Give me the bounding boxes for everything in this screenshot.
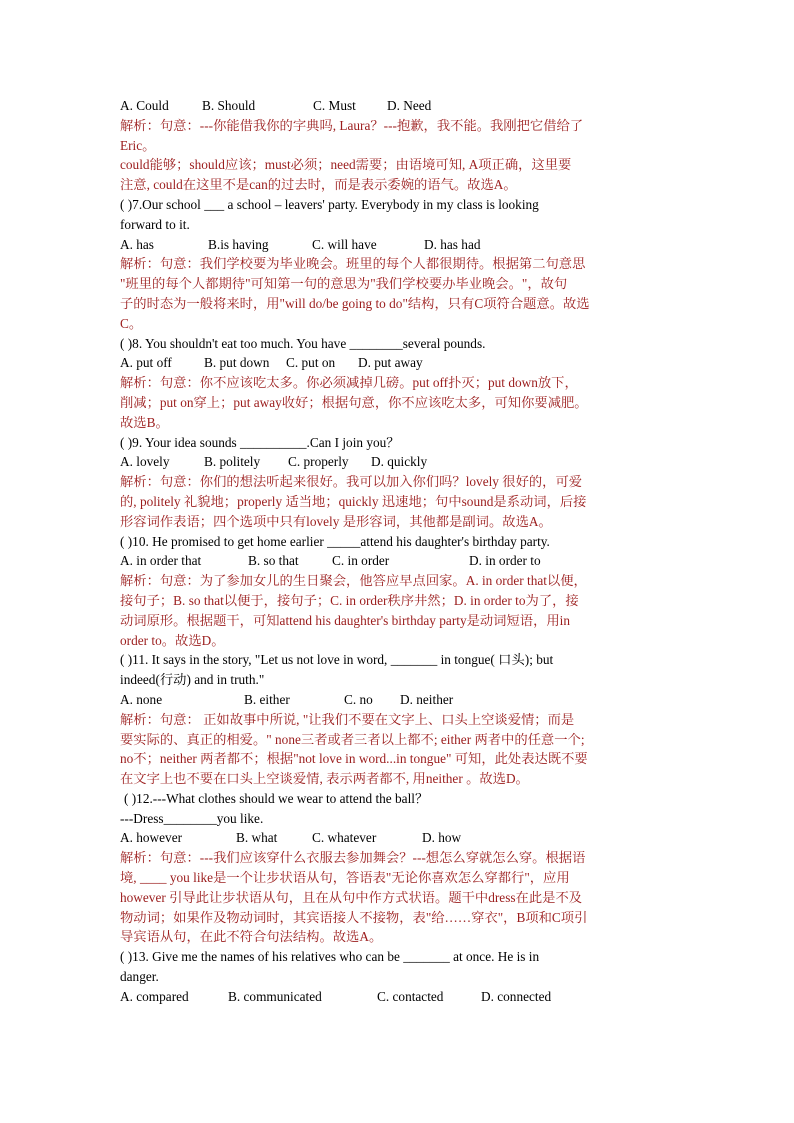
q12-options <box>120 828 680 848</box>
question-stem: ( )12.---What clothes should we wear to attend the ball？ <box>124 790 429 806</box>
analysis-line: 要实际的、真正的相爱。" none三者或者三者以上都不; either 两者中的任意一个; <box>120 731 585 747</box>
question-stem: ( )7.Our school ___ a school – leavers' party. Everybody in my class is looking <box>120 196 539 212</box>
question-stem: danger. <box>120 969 159 985</box>
document-page <box>120 96 680 1007</box>
option-d: D. quickly <box>371 454 428 470</box>
q11-options <box>120 690 680 710</box>
question-stem: ---Dress________you like. <box>120 810 264 826</box>
option-b: B. communicated <box>228 988 322 1004</box>
analysis-line: 解析：句意：你不应该吃太多。你必须减掉几磅。put off扑灭；put down放下， <box>120 375 578 391</box>
option-d: D. in order to <box>469 553 541 569</box>
analysis-line: 解析：句意：为了参加女儿的生日聚会，他答应早点回家。A. in order that以便， <box>120 573 587 589</box>
analysis-line: 的, politely 礼貌地；properly 适当地；quickly 迅速地；句中sound是系动词，后接 <box>120 493 587 509</box>
option-c: C. whatever <box>312 830 377 846</box>
option-b: B. Should <box>202 98 256 113</box>
q13-options <box>120 987 680 1007</box>
option-a: A. however <box>120 830 183 846</box>
analysis-line: no不；neither 两者都不；根据"not love in word...in tongue" 可知，此处表达既不要 <box>120 751 588 767</box>
option-a: A. put off <box>120 355 172 371</box>
q6-options <box>120 96 680 116</box>
analysis-line: Eric。 <box>120 137 156 153</box>
question-stem: ( )10. He promised to get home earlier _____attend his daughter's birthday party. <box>120 533 550 549</box>
analysis-line: 解析：句意： 正如故事中所说, "让我们不要在文字上、口头上空谈爱情；而是 <box>120 711 575 727</box>
option-d: D. how <box>422 830 462 846</box>
option-c: C. will have <box>312 236 377 252</box>
analysis-line: 物动词；如果作及物动词时，其宾语接人不接物，表"给……穿衣"，B项和C项引 <box>120 909 588 925</box>
analysis-line: 形容词作表语；四个选项中只有lovely 是形容词，其他都是副词。故选A。 <box>120 513 552 529</box>
option-b: B. put down <box>204 355 270 371</box>
q10-options <box>120 551 680 571</box>
analysis-line: 在文字上也不要在口头上空谈爱情, 表示两者都不, 用neither 。故选D。 <box>120 771 529 787</box>
option-c: C. put on <box>286 355 336 371</box>
analysis-line: 动词原形。根据题干，可知attend his daughter's birthday party是动词短语，用in <box>120 612 571 628</box>
option-b: B. what <box>236 830 278 846</box>
option-d: D. neither <box>400 691 454 707</box>
option-d: D. has had <box>424 236 481 252</box>
analysis-line: could能够；should应该；must必须；need需要；由语境可知, A项正确，这里要 <box>120 157 572 173</box>
analysis-line: order to。故选D。 <box>120 632 225 648</box>
analysis-line: C。 <box>120 315 143 331</box>
q7-options <box>120 235 680 255</box>
analysis-line: 解析：句意：你们的想法听起来很好。我可以加入你们吗？lovely 很好的，可爱 <box>120 474 583 490</box>
option-b: B. either <box>244 691 290 707</box>
option-c: C. no <box>344 691 373 707</box>
analysis-line: 故选B。 <box>120 414 169 430</box>
option-d: D. connected <box>481 988 552 1004</box>
option-b: B.is having <box>208 236 269 252</box>
question-stem: ( )9. Your idea sounds __________.Can I join you？ <box>120 434 400 450</box>
option-a: A. none <box>120 691 163 707</box>
analysis-line: 削减；put on穿上；put away收好；根据句意，你不应该吃太多，可知你要减肥。 <box>120 394 588 410</box>
option-d: D. put away <box>358 355 423 371</box>
option-c: C. contacted <box>377 988 444 1004</box>
analysis-line: 注意, could在这里不是can的过去时，而是表示委婉的语气。故选A。 <box>120 177 517 193</box>
option-c: C. in order <box>332 553 390 569</box>
option-a: A. in order that <box>120 553 202 569</box>
analysis-line: 接句子；B. so that以便于，接句子；C. in order秩序井然；D. in order to为了，接 <box>120 592 579 608</box>
option-a: A. compared <box>120 988 189 1004</box>
analysis-line: however 引导此让步状语从句，且在从句中作方式状语。题干中dress在此是不及 <box>120 889 583 905</box>
question-stem: ( )13. Give me the names of his relatives who can be _______ at once. He is in <box>120 949 540 965</box>
question-stem: indeed(行动) and in truth." <box>120 672 265 688</box>
question-stem: ( )11. It says in the story, "Let us not love in word, _______ in tongue( 口头); but <box>120 652 554 668</box>
option-c: C. Must <box>313 98 356 113</box>
option-b: B. politely <box>204 454 261 470</box>
option-b: B. so that <box>248 553 299 569</box>
option-c: C. properly <box>288 454 349 470</box>
question-stem: forward to it. <box>120 216 190 232</box>
analysis-line: 导宾语从句，在此不符合句法结构。故选A。 <box>120 929 383 945</box>
question-stem: ( )8. You shouldn't eat too much. You have ________several pounds. <box>120 335 486 351</box>
analysis-line: 境, ____ you like是一个让步状语从句，答语表"无论你喜欢怎么穿都行"，应用 <box>120 870 570 886</box>
analysis-line: 子的时态为一般将来时，用"will do/be going to do"结构，只有C项符合题意。故选 <box>120 295 590 311</box>
analysis-line: "班里的每个人都期待"可知第一句的意思为"我们学校要办毕业晚会。"，故句 <box>120 276 568 292</box>
option-a: A. Could <box>120 98 169 113</box>
option-d: D. Need <box>387 98 432 113</box>
analysis-line: 解析：句意：---你能借我你的字典吗, Laura？---抱歉，我不能。我刚把它借给了 <box>120 117 584 133</box>
q8-options <box>120 353 680 373</box>
analysis-line: 解析：句意：我们学校要为毕业晚会。班里的每个人都很期待。根据第二句意思 <box>120 256 586 272</box>
option-a: A. has <box>120 236 154 252</box>
option-a: A. lovely <box>120 454 170 470</box>
q9-options <box>120 452 680 472</box>
analysis-line: 解析：句意：---我们应该穿什么衣服去参加舞会？---想怎么穿就怎么穿。根据语 <box>120 850 586 866</box>
